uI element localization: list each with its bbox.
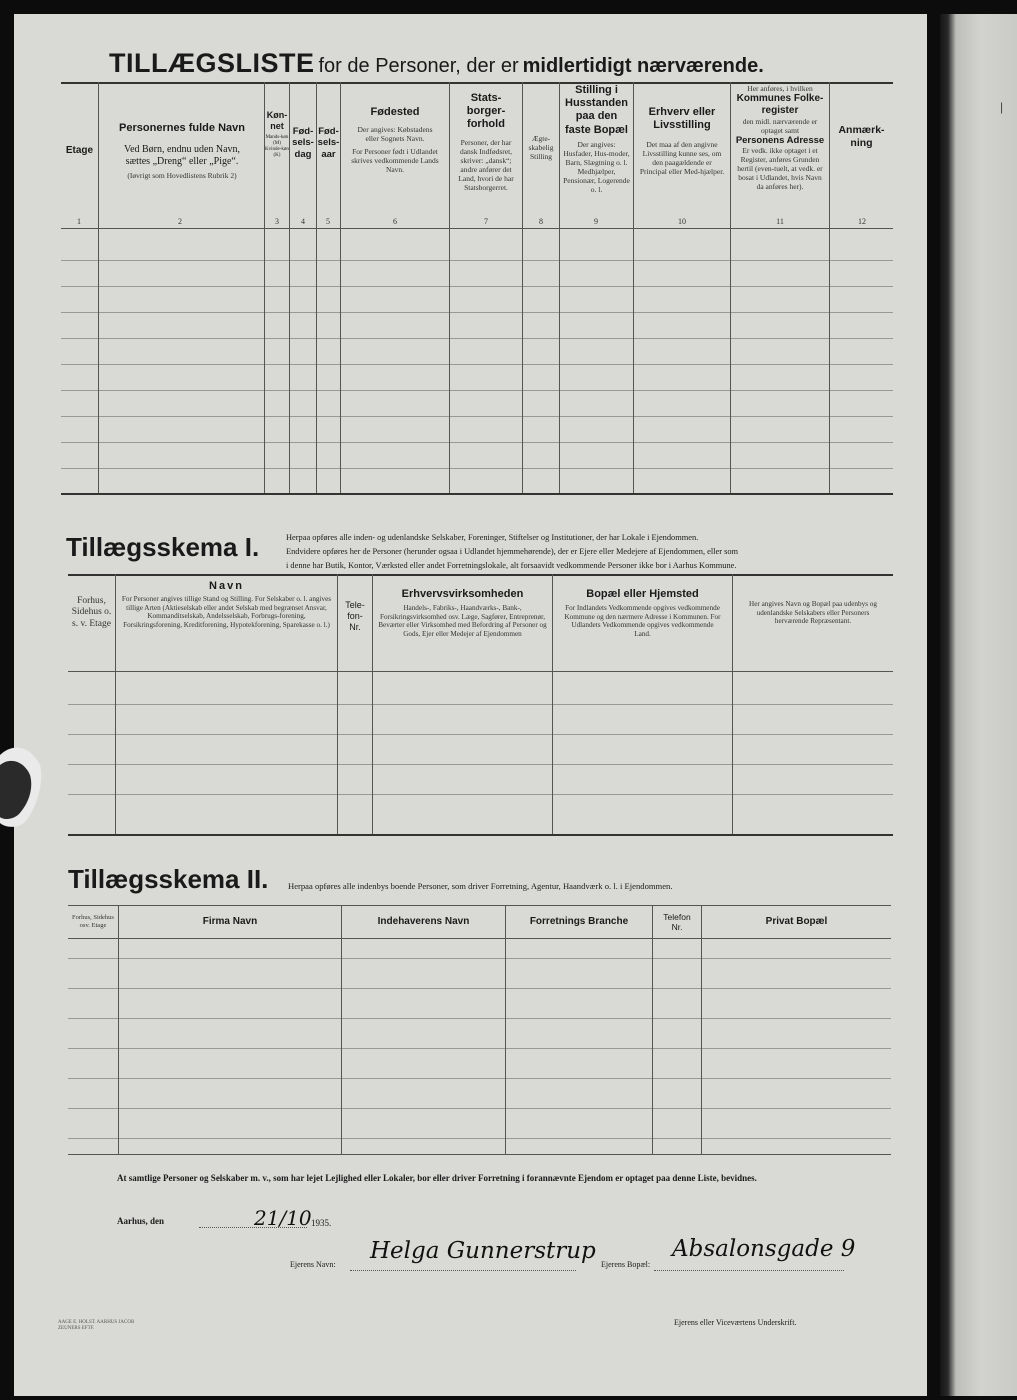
owner-address-line — [654, 1270, 844, 1271]
col-number: 2 — [178, 217, 182, 226]
title-end: midlertidigt nærværende. — [522, 55, 764, 77]
skema2-col-owner: Indehaverens Navn — [377, 916, 470, 927]
city-label: Aarhus, den — [117, 1216, 165, 1226]
col-marital-header: Ægte-skabelig Stilling — [528, 134, 554, 161]
owner-address-label: Ejerens Bopæl: — [601, 1260, 651, 1269]
col-remark-header: Anmærk-ning — [838, 124, 885, 149]
col-number: 12 — [858, 217, 866, 226]
col-birthplace-header: Fødested Der angives: Købstadens eller Sognets Navn. For Personer født i Udlandet skrives vedkommende Lands Navn. — [351, 106, 439, 175]
signature-caption: Ejerens eller Viceværtens Underskrift. — [674, 1318, 797, 1327]
col-number: 9 — [594, 217, 598, 226]
col-number: 6 — [393, 217, 397, 226]
attestation-statement: At samtlige Personer og Selskaber m. v., som har lejet Lejlighed eller Lokaler, bor eller driver Forretning i forannævnte Ejendom er optaget paa denne Liste, bevidnes. — [117, 1173, 757, 1183]
col-number: 1 — [77, 217, 81, 226]
printer-imprint: AAGE E. HOLST. AARHUS JACOB ZEUNERS EFTF. — [58, 1320, 135, 1331]
col-number: 3 — [275, 217, 279, 226]
col-number: 7 — [484, 217, 488, 226]
col-number: 10 — [678, 217, 686, 226]
skema1-col-representative: Her angives Navn og Bopæl paa udenbys og udenlandske Selskabers eller Personers herværende Repræsentant. — [749, 600, 877, 626]
col-name-header: Personernes fulde Navn Ved Børn, endnu uden Navn, sættes „Dreng“ eller „Pige“. (Iøvrigt som Hovedlistens Rubrik 2) — [119, 122, 245, 180]
col-birthyear-header: Fød-sels-aar — [317, 126, 340, 160]
handwritten-date: 21/10 — [254, 1206, 312, 1230]
col-number: 11 — [776, 217, 784, 226]
skema2-intro: Herpaa opføres alle indenbys boende Personer, som driver Forretning, Agentur, Haandværk o. l. i Ejendommen. — [288, 881, 673, 891]
skema2-col-branch: Forretnings Branche — [529, 916, 629, 927]
title-main: TILLÆGSLISTE — [109, 48, 315, 78]
col-birthday-header: Fød-sels-dag — [292, 126, 314, 160]
skema1-col-business: Erhvervsvirksomheden Handels-, Fabriks-, Haandværks-, Bank-, Forsikringsvirksomhed osv. Læge, Sagfører, Entreprenør, Beværter eller Virksomhed med Befordring af Personer og Gods, Ejer eller Medejer af Ejendommen — [378, 588, 547, 639]
skema2-col-phone: Telefon Nr. — [663, 911, 691, 932]
col-occupation-header: Erhverv eller Livsstilling Det maa af den angivne Livsstilling kunne ses, om den paagældende er Principal eller Med-hjælper. — [639, 106, 725, 177]
skema1-col-residence: Bopæl eller Hjemsted For Indlandets Vedkommende opgives vedkommende Kommune og den nærmere Adresse i Kommunen. For Udlandets Vedkommende opgives vedkommende Land. — [564, 588, 721, 639]
col-number: 8 — [539, 217, 543, 226]
col-citizenship-header: Stats-borger-forhold Personer, der har dansk Indfødsret, skriver: „dansk“; andre anfører det Land, hvori de har Statsborgerret. — [458, 92, 514, 192]
form-sheet — [14, 14, 927, 1396]
skema2-title: Tillægsskema II. — [68, 864, 269, 894]
page-edge-mark: | — [1000, 100, 1004, 114]
skema1-col-phone: Tele-fon-Nr. — [345, 600, 365, 632]
skema1-col-floor: Forhus, Sidehus o. s. v. Etage — [71, 596, 112, 629]
owner-name-line — [350, 1270, 576, 1271]
skema1-title: Tillægsskema I. — [66, 532, 260, 562]
skema2-col-floor: Forhus, Sidehus osv. Etage — [72, 914, 114, 929]
title-mid: for de Personer, der er — [318, 55, 519, 77]
year-label: 1935. — [311, 1218, 332, 1228]
adjacent-page-edge — [940, 14, 1017, 1396]
col-household-header: Stilling i Husstanden paa den faste Bopæl Der angives: Husfader, Hus-moder, Barn, Slægtning o. l. Medhjælper, Pensionær, Logerende o. l. — [563, 84, 630, 194]
thumb-image — [0, 735, 44, 830]
col-registry-header: Her anføres, i hvilken Kommunes Folke-register den midl. nærværende er optaget samt Personens Adresse Er vedk. ikke optaget i et Register, anføres Grunden hertil (even-tuelt, at vedk. er bosat i Udlandet, hvis Navn da anføres her). — [735, 84, 825, 192]
handwritten-owner-name: Helga Gunnerstrup — [370, 1238, 596, 1264]
skema2-col-private-address: Privat Bopæl — [765, 916, 828, 927]
col-number: 5 — [326, 217, 330, 226]
col-gender-header: Køn-net Mands-køn (M) Kvinde-køn (K) — [265, 110, 289, 158]
skema2-col-firm: Firma Navn — [202, 916, 258, 927]
page-title — [109, 48, 909, 79]
skema1-intro: Herpaa opføres alle inden- og udenlandske Selskaber, Foreninger, Stiftelser og Institutioner, der har Lokale i Ejendommen. Endvidere opføres her de Personer (herunder ogsaa i Udlandet hjemmehørende), der er Ejere eller Medejere af Ejendommen, eller som i denne har Butik, Kontor, Værksted eller andet Forretningslokale, alt forsaavidt vedkommende Personer ikke bor i Aarhus Kommune. — [286, 533, 739, 570]
col-etage-header: Etage — [65, 145, 94, 156]
handwritten-owner-address: Absalonsgade 9 — [672, 1236, 856, 1262]
skema1-col-name: Navn For Personer angives tillige Stand og Stilling. For Selskaber o. l. angives tillige Arten (Aktieselskab eller andet Selskab med begrænset Ansvar, Kommanditselskab, Andelsselskab, Forbrugs-forening, Forsikringsforening, Kreditforening, Hypotekforening, Sparekasse o. l.) — [121, 580, 332, 630]
owner-name-label: Ejerens Navn: — [290, 1260, 336, 1269]
col-number: 4 — [301, 217, 305, 226]
